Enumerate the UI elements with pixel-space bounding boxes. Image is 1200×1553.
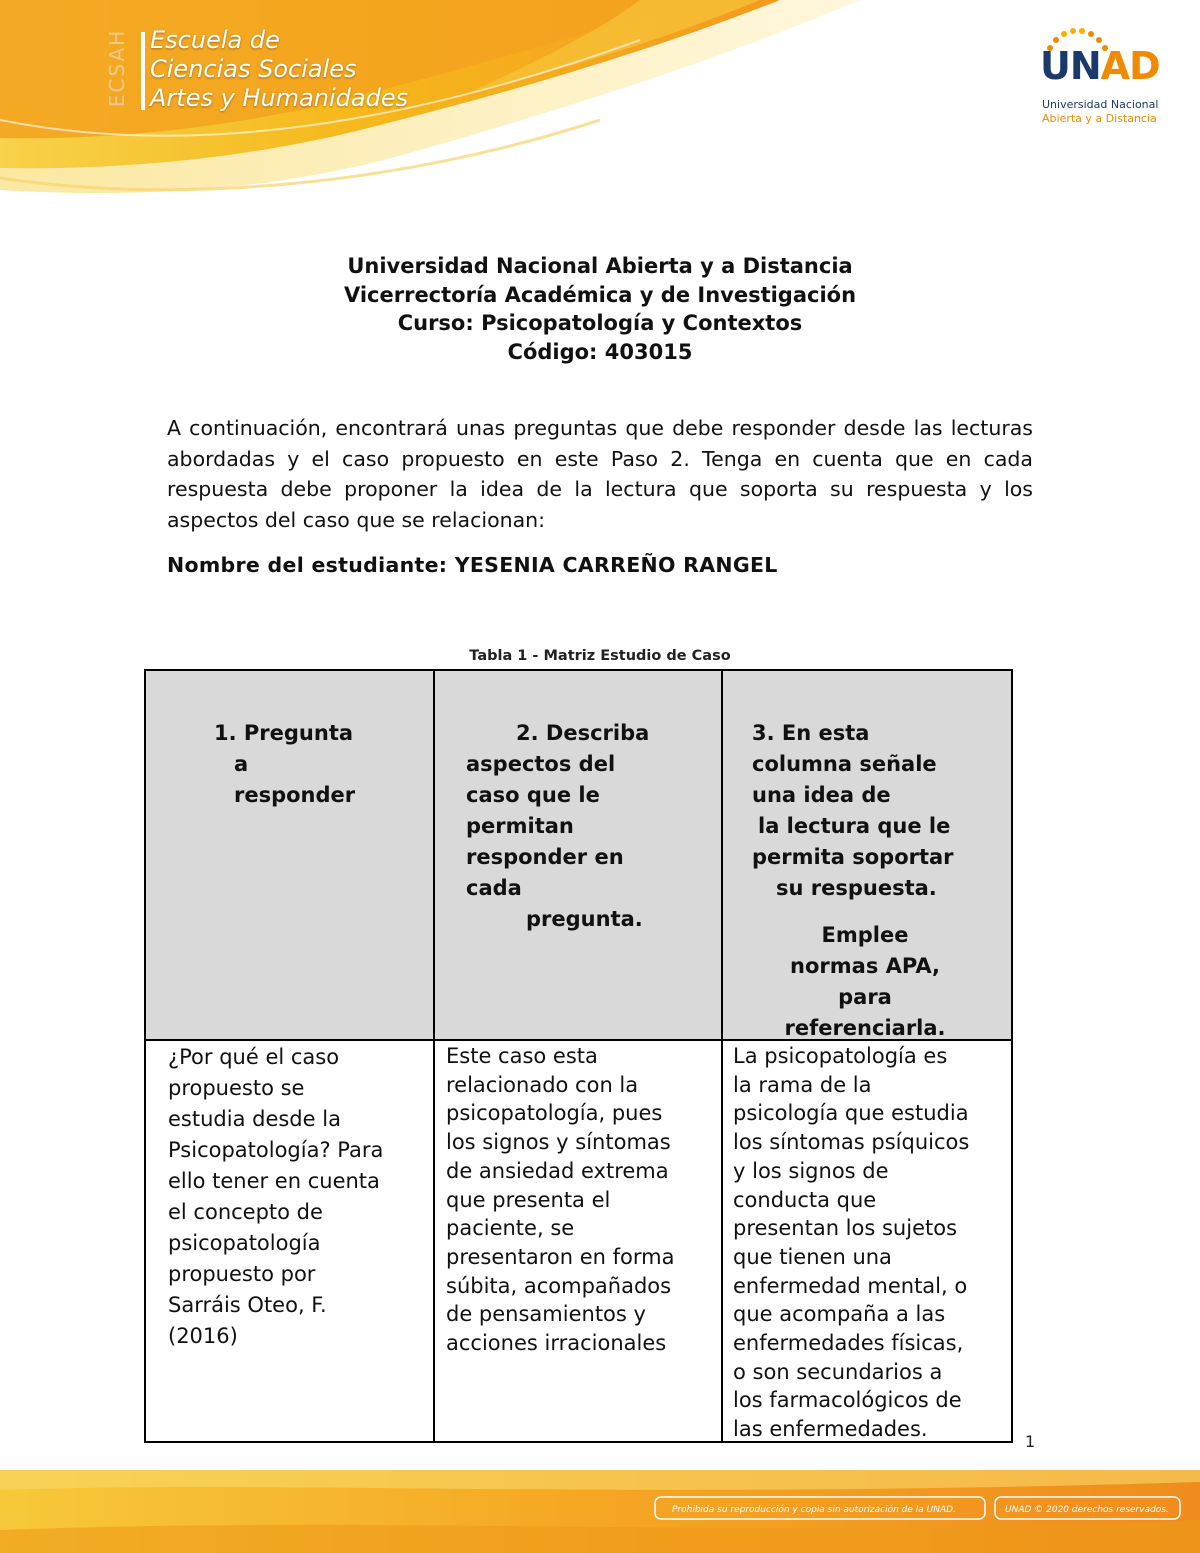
row-1-reading-idea: La psicopatología es la rama de la psicología que estudia los síntomas psíquicos y los signos de conducta que presentan los sujetos que tienen una enfermedad mental, o que acompaña a las enfermedades físicas, o son secundarios a los farmacológicos de las enfermedades. [733,1044,970,1442]
title-line-1: Universidad Nacional Abierta y a Distancia [347,254,853,278]
header-col-2: 2. Describa aspectos del caso que le permitan responder en cada pregunta. [466,721,650,931]
header-col-3: 3. En esta columna señale una idea de la lectura que le permita soportar su respuesta. [752,721,954,900]
student-name: Nombre del estudiante: YESENIA CARREÑO RANGEL [167,553,778,577]
intro-paragraph: A continuación, encontrará unas preguntas que debe responder desde las lecturas abordadas y el caso propuesto en este Paso 2. Tenga en cuenta que en cada respuesta debe proponer la idea de la lectura que soporta su respuesta y los aspectos del caso que se relacionan: [167,416,1033,532]
title-line-4: Código: 403015 [507,339,693,364]
unad-wordmark: UNAD [1040,44,1160,88]
case-study-matrix [144,669,1013,1443]
table-caption: Tabla 1 - Matriz Estudio de Caso [469,648,731,664]
unad-subtitle-1: Universidad Nacional [1042,98,1159,111]
ecsah-vertical-label: ECSAH [105,28,129,108]
title-line-3: Curso: Psicopatología y Contextos [397,311,803,335]
page-number: 1 [1025,1432,1036,1451]
footer-rights: UNAD © 2020 derechos reservados. [1005,1505,1169,1515]
unad-subtitle-2: Abierta y a Distancia [1042,112,1157,125]
row-1-case-aspects: Este caso esta relacionado con la psicopatología, pues los signos y síntomas de ansiedad extrema que presenta el paciente, se presentaron en forma súbita, acompañados de pensamientos y acciones irracionales [446,1044,675,1356]
title-line-2: Vicerrectoría Académica y de Investigación [343,282,857,307]
footer-copyright-notice: Prohibida su reproducción y copia sin autorización de la UNAD. [672,1505,956,1515]
document-title [0,252,1200,366]
header-divider [141,32,145,110]
unad-logo [1040,26,1170,126]
row-1-question: ¿Por qué el caso propuesto se estudia desde la Psicopatología? Para ello tener en cuenta el concepto de psicopatología propuesto por Sarráis Oteo, F. (2016) [168,1045,384,1348]
header-col-3-apa-note: Emplee normas APA, para referenciarla. [784,923,946,1040]
school-name: Escuela de Ciencias Sociales Artes y Humanidades [150,26,409,112]
header-col-1: 1. Pregunta a responder [214,721,356,807]
column-divider [721,671,723,1441]
column-divider [433,671,435,1441]
